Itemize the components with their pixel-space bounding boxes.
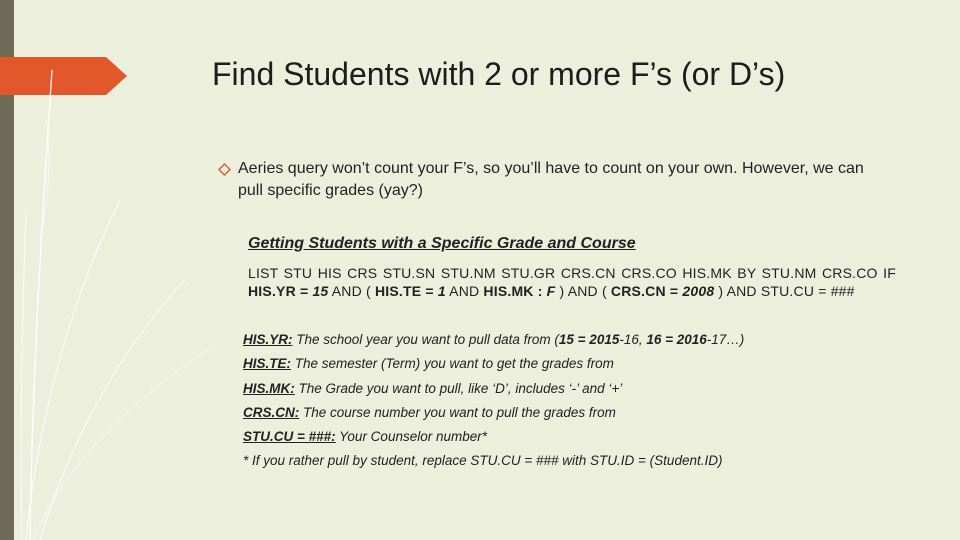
definition-text: The semester (Term) you want to get the grades from	[291, 356, 614, 372]
query-value: 15	[312, 283, 329, 299]
definition-text: The Grade you want to pull, like ‘D’, includes ‘-’ and ‘+’	[294, 380, 623, 396]
query-value: 2008	[682, 283, 715, 299]
slide-title: Find Students with 2 or more F’s (or D’s)	[212, 56, 786, 92]
definition-term: HIS.MK:	[243, 380, 295, 396]
diamond-bullet-icon	[218, 163, 231, 176]
definition-term: CRS.CN:	[243, 404, 300, 420]
definition-item	[243, 405, 883, 429]
query-keyword: HIS.TE =	[374, 283, 434, 299]
query-keyword: HIS.MK :	[483, 283, 543, 299]
definition-text: The school year you want to pull data from (	[292, 332, 559, 347]
query-part: ) AND STU.CU = ###	[714, 283, 855, 299]
definition-text: -16,	[619, 332, 647, 347]
definition-item	[243, 356, 883, 380]
query-text	[248, 264, 896, 300]
definition-text: -17…)	[706, 332, 745, 347]
section-heading: Getting Students with a Specific Grade and Course	[248, 235, 636, 252]
definition-item	[243, 381, 883, 405]
definition-item	[243, 332, 883, 356]
definition-term: HIS.YR:	[243, 332, 293, 347]
query-keyword: HIS.YR =	[248, 283, 309, 299]
footnote: * If you rather pull by student, replace STU.CU = ### with STU.ID = (Student.ID)	[243, 453, 723, 469]
bullet-text: Aeries query won’t count your F’s, so you’ll have to count on your own. However, we can pull specific grades (yay?)	[238, 160, 864, 199]
query-value: F	[546, 283, 556, 299]
query-part: AND	[445, 283, 484, 299]
definition-item	[243, 429, 883, 453]
definition-term: HIS.TE:	[243, 356, 292, 372]
query-keyword: CRS.CN =	[610, 283, 679, 299]
definition-emphasis: 16 = 2016	[646, 332, 707, 347]
definition-text: The course number you want to pull the grades from	[299, 404, 616, 420]
query-value: 1	[437, 283, 446, 299]
definition-emphasis: 15 = 2015	[558, 332, 620, 347]
query-part: ) AND (	[555, 283, 611, 299]
bullet-item	[218, 158, 888, 202]
definition-term: STU.CU = ###:	[243, 429, 336, 445]
query-part: LIST STU HIS CRS STU.SN STU.NM STU.GR CRS.CN CRS.CO HIS.MK BY STU.NM CRS.CO IF	[248, 265, 896, 281]
definitions-list	[243, 332, 883, 468]
definition-text: Your Counselor number*	[335, 429, 487, 445]
query-part: AND (	[328, 283, 375, 299]
